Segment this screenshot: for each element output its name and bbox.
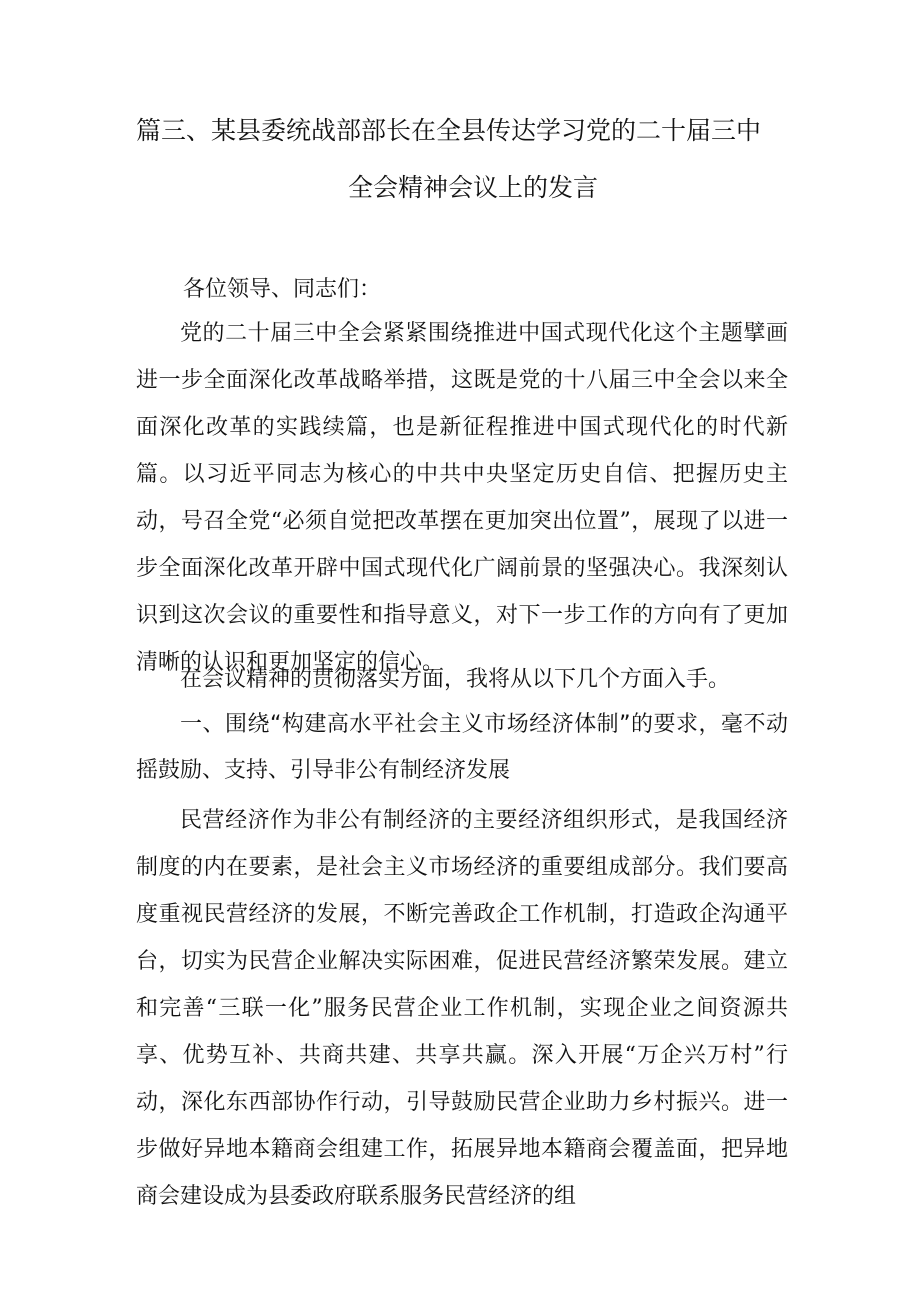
salutation: 各位领导、同志们： (183, 277, 382, 302)
document-title-line-2: 全会精神会议上的发言 (348, 173, 599, 202)
section-heading-1: 一、围绕“构建高水平社会主义市场经济体制”的要求，毫不动摇鼓励、支持、引导非公有制经济发展 (136, 712, 788, 783)
paragraph-2: 在会议精神的贯彻落实方面，我将从以下几个方面入手。 (180, 667, 731, 692)
paragraph-1: 党的二十届三中全会紧紧围绕推进中国式现代化这个主题擘画进一步全面深化改革战略举措，这既是党的十八届三中全会以来全面深化改革的实践续篇，也是新征程推进中国式现代化的时代新篇。以习近平同志为核心的中共中央坚定历史自信、把握历史主动，号召全党“必须自觉把改革摆在更加突出位置”，展现了以进一步全面深化改革开辟中国式现代化广阔前景的坚强决心。我深刻认识到这次会议的重要性和指导意义，对下一步工作的方向有了更加清晰的认识和更加坚定的信心。 (136, 321, 788, 675)
paragraph-3: 民营经济作为非公有制经济的主要经济组织形式，是我国经济制度的内在要素，是社会主义市场经济的重要组成部分。我们要高度重视民营经济的发展，不断完善政企工作机制，打造政企沟通平台，切实为民营企业解决实际困难，促进民营经济繁荣发展。建立和完善“三联一化”服务民营企业工作机制，实现企业之间资源共享、优势互补、共商共建、共享共赢。深入开展“万企兴万村”行动，深化东西部协作行动，引导鼓励民营企业助力乡村振兴。进一步做好异地本籍商会组建工作，拓展异地本籍商会覆盖面，把异地商会建设成为县委政府联系服务民营经济的组 (136, 808, 788, 1209)
document-title-line-1: 篇三、某县委统战部部长在全县传达学习党的二十届三中 (136, 116, 762, 145)
